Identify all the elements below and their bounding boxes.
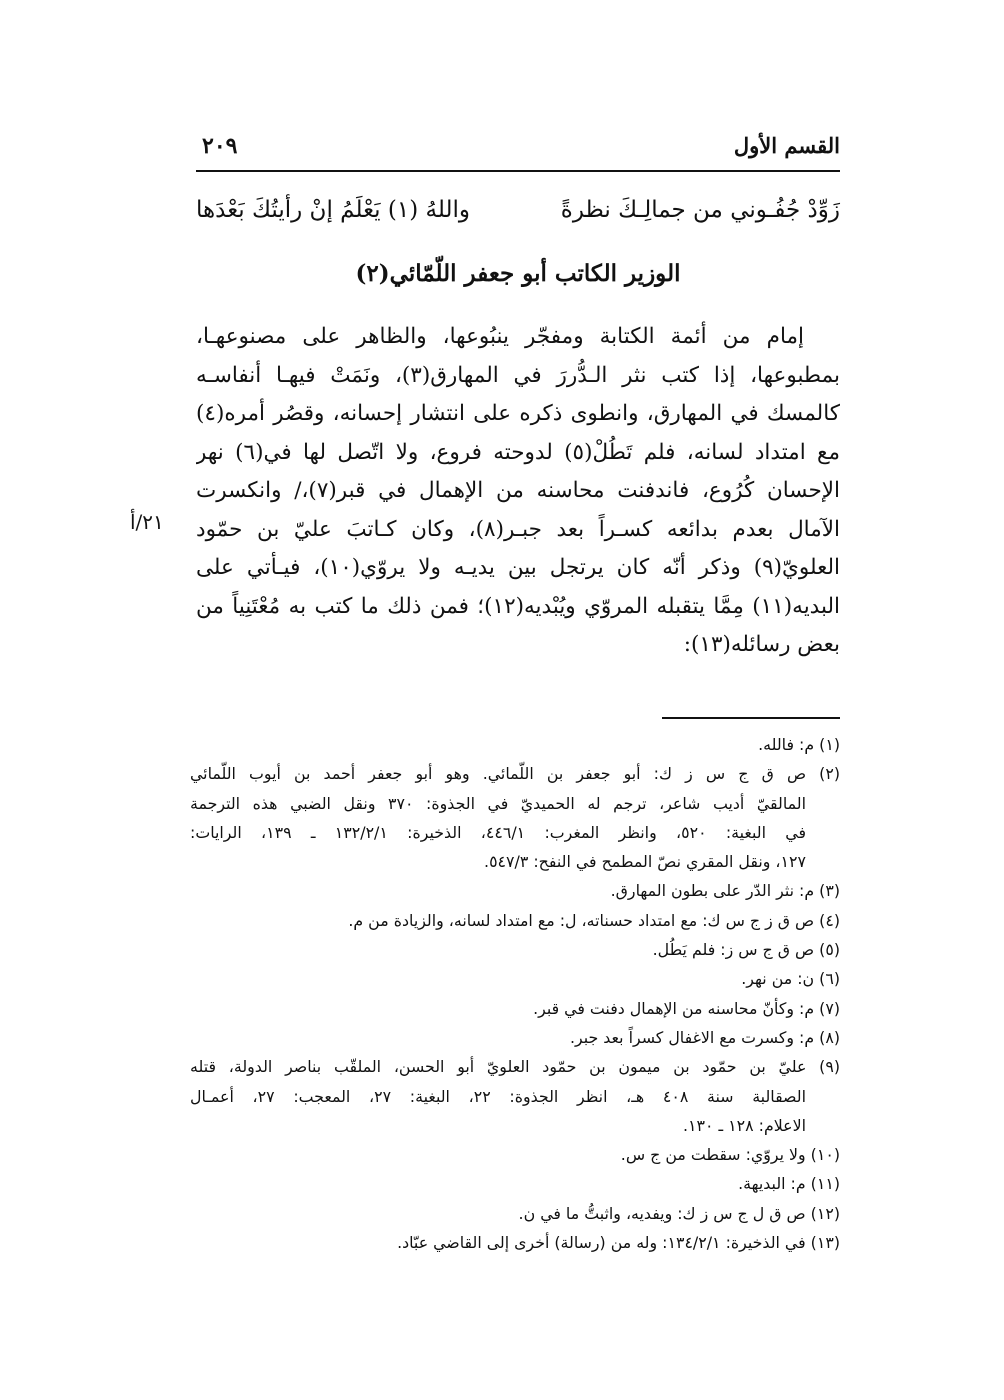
footnote: (٣) م: نثر الدّر على بطون المهارق. [610, 881, 840, 901]
footnote: (١١) م: البديهة. [738, 1174, 840, 1194]
verse-second-hemistich: واللهُ (١) يَعْلَمُ إنْ رأيتُكَ بَعْدَها [196, 197, 470, 223]
footnote: (١٢) ص ق ل ج س ز ك: ويفديه، واثبتُّ ما في ن. [518, 1203, 840, 1223]
footnote-separator [662, 717, 840, 719]
footnote: (٥) ص ق ج س ز: فلم يَطُل. [652, 940, 840, 960]
manuscript-folio-marker: ٢١/أ [130, 510, 164, 534]
footnote: (٩) عليّ بن حمّود بن ميمون بن حمّود العلويّ أبو الحسن، الملقّب بناصر الدولة، قتله [190, 1057, 840, 1077]
footnote: (٦) ن: من نهر. [741, 969, 840, 989]
poetry-verse [196, 197, 840, 237]
page-number: ٢٠٩ [202, 133, 238, 159]
body-line: البديه(١١) مِمَّا يتقبله المروّي ويُبْديه(١٢)؛ فمن ذلك ما كتب به مُعْتَنِياً من [196, 593, 840, 619]
body-line: كالمسك في المهارق، وانطوى ذكره على انتشار إحسانه، وقصُر أمره(٤) [196, 401, 840, 426]
footnote-continuation: في البغية: ٥٢٠، وانظر المغرب: ٤٤٦/١، الذخيرة: ١٣٢/٢/١ ـ ١٣٩، الرايات: [190, 822, 807, 842]
footnote: (٤) ص ق ز ج س ك: مع امتداد حسناته، ل: مع امتداد لسانه، والزيادة من م. [348, 910, 840, 930]
body-paragraph [196, 318, 840, 665]
footnote: (١٠) ولا يروّي: سقطت من ج س. [620, 1145, 840, 1165]
body-line: إمام من أئمة الكتابة ومفجّر ينبُوعها، والظاهر على مصنوعهـا، [196, 324, 804, 349]
footnote-continuation: الاعلام: ١٢٨ ـ ١٣٠. [682, 1115, 806, 1135]
footnote: (١) م: فالله. [758, 735, 840, 754]
footnote: (٧) م: وكأنّ محاسنه من الإهمال دفنت في قبر. [533, 998, 840, 1018]
footnote-continuation: ١٢٧، ونقل المقري نصّ المطمح في النفح: ٥٤٧/٣. [484, 852, 806, 872]
footnote: (١٣) في الذخيرة: ١٣٤/٢/١: وله من (رسالة) أخرى إلى القاضي عبّاد. [397, 1233, 840, 1253]
body-line: مع امتداد لسانه، فلم تَطُلْ(٥) لدوحته فروع، ولا اتّصل لها في(٦) نهر [196, 439, 840, 465]
body-line: العلويّ(٩) وذكر أنّه كان يرتجل بين يديـه ولا يروّي(١٠)، فيـأتي على [196, 555, 840, 580]
header-rule [196, 170, 840, 172]
footnote: (٨) م: وكسرت مع الاغفال كسراً بعد جبر. [569, 1027, 840, 1047]
running-header [196, 133, 840, 167]
verse-first-hemistich: زَوِّدْ جُفُـوني من جمالِـكَ نظرةً [560, 197, 840, 223]
footnote-continuation: المالقيّ أديب شاعر، ترجم له الحميديّ في الجذوة: ٣٧٠ ونقل الضبي هذه الترجمة [190, 793, 806, 813]
footnote-continuation: الصقالبة سنة ٤٠٨ هـ، انظر الجذوة: ٢٢، البغية: ٢٧، المعجب: ٢٧، أعمـال [190, 1086, 806, 1106]
running-header-title: القسم الأول [733, 133, 840, 158]
body-line: الإحسان كُرُوع، فاندفنت محاسنه من الإهمال في قبر(٧)،/ وانكسرت [196, 478, 840, 503]
body-line: الآمال بعدم بدائعه كسـراً بعد جبـر(٨)، وكان كـاتبَ عليّ بن حمّود [196, 516, 840, 542]
body-line: بعض رسائله(١٣): [683, 632, 840, 657]
footnote: (٢) ص ق ج س ز ك: أبو جعفر بن اللّمائي. وهو أبو جعفر أحمد بن أيوب اللّمائي [190, 764, 840, 784]
section-heading: الوزير الكاتب أبو جعفر اللّمّائي(٢) [355, 260, 681, 287]
body-line: بمطبوعها، إذا كتب نثر الـدُّررَ في المهارق(٣)، ونَمَتْ فيهـا أنفاسـه [196, 362, 840, 388]
footnotes [190, 730, 840, 1257]
